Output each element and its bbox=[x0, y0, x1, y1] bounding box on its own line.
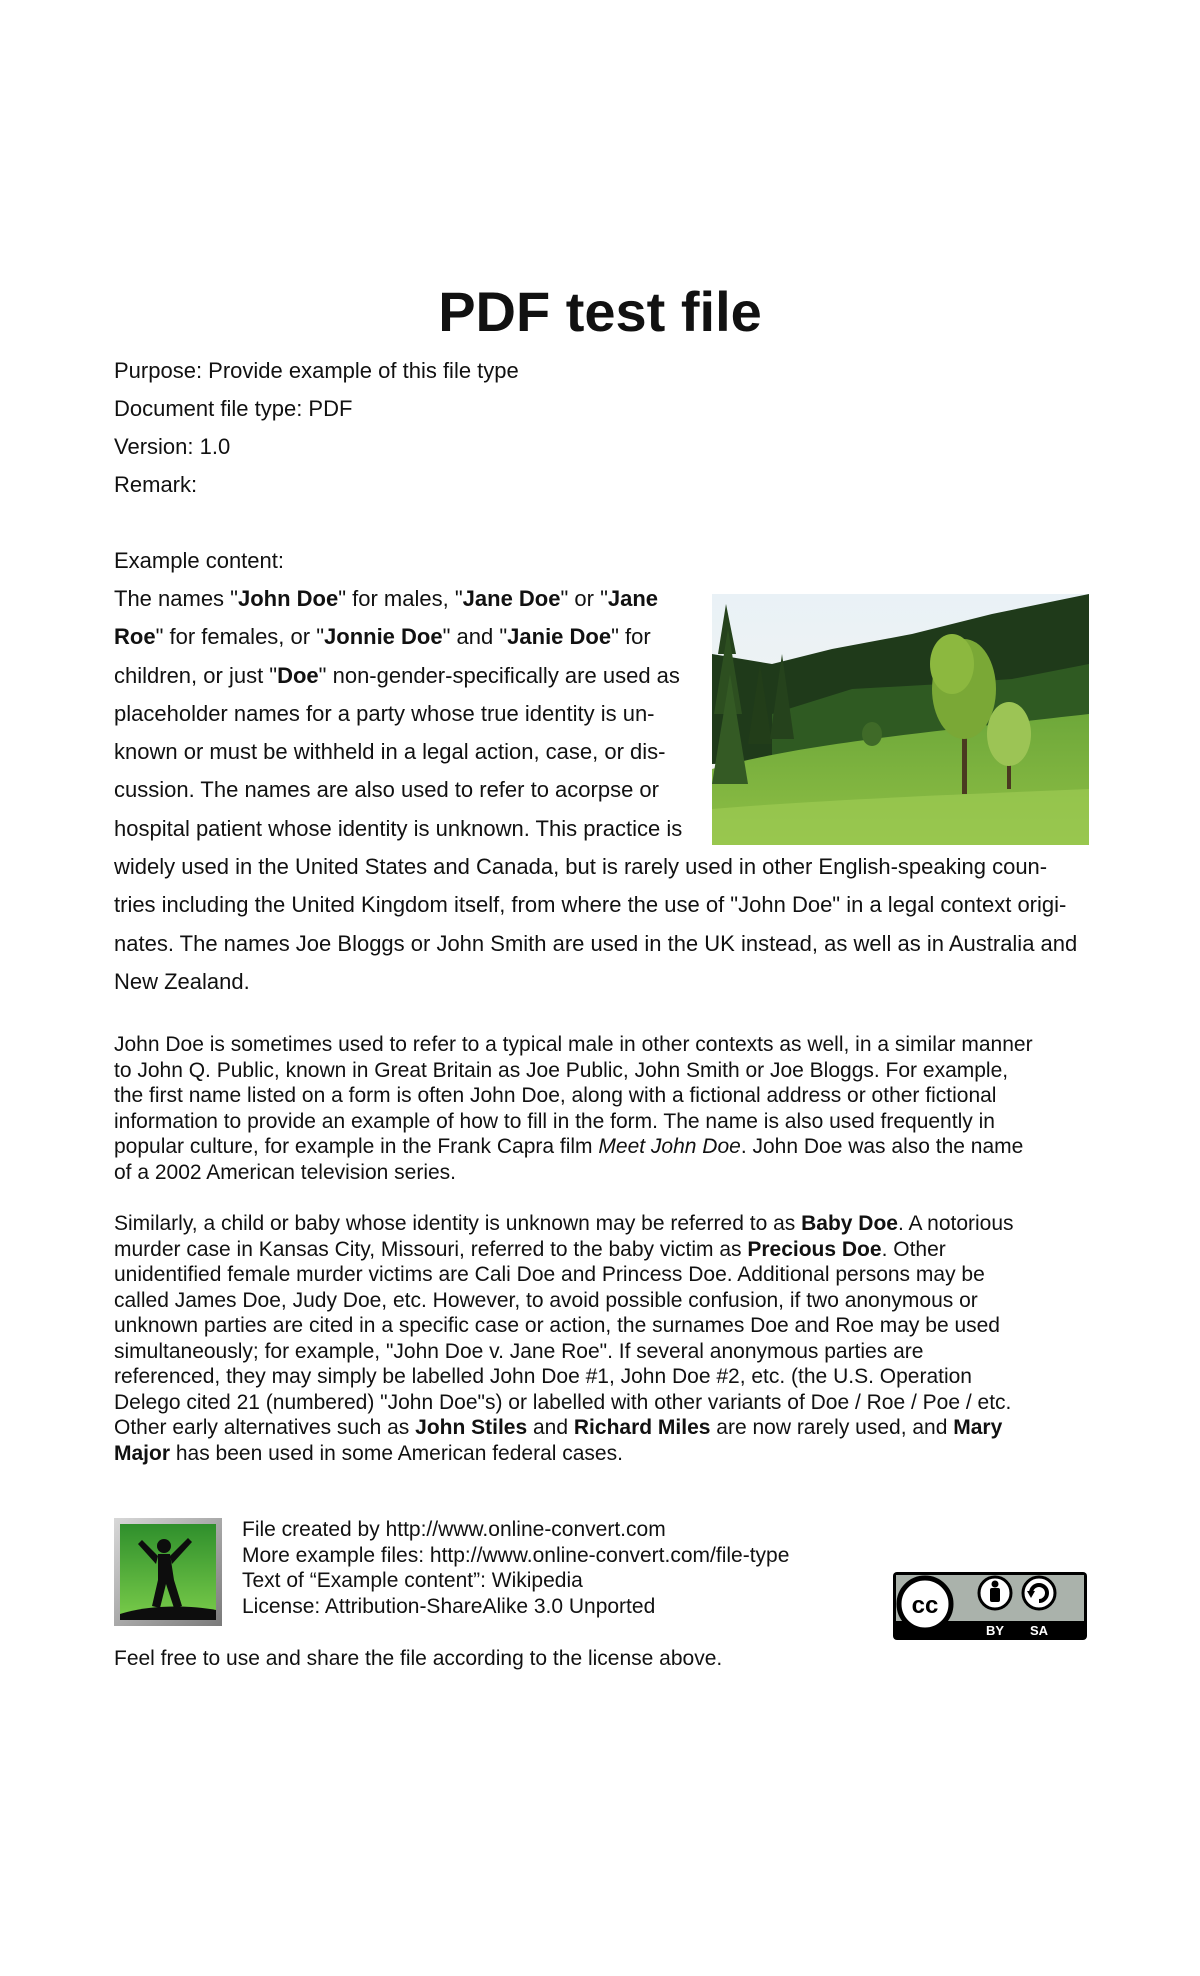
text-line: Other early alternatives such as John Stiles and Richard Miles are now rarely used, and Mary bbox=[114, 1416, 1003, 1439]
text-line: murder case in Kansas City, Missouri, referred to the baby victim as Precious Doe. Other bbox=[114, 1237, 946, 1261]
text-line: nates. The names Joe Bloggs or John Smith are used in the UK instead, as well as in Australia and bbox=[114, 930, 1078, 956]
text-line: Delego cited 21 (numbered) "John Doe"s) or labelled with other variants of Doe / Roe / Poe / etc. bbox=[114, 1390, 1012, 1414]
text-line: placeholder names for a party whose true identity is un- bbox=[114, 700, 655, 726]
text-line: Roe" for females, or "Jonnie Doe" and "Janie Doe" for bbox=[114, 624, 651, 650]
text-line: the first name listed on a form is often John Doe, along with a fictional address or other fictional bbox=[114, 1084, 997, 1107]
text-line: cussion. The names are also used to refer to acorpse or bbox=[114, 777, 659, 803]
text-line: information to provide an example of how to fill in the form. The name is also used frequently in bbox=[114, 1109, 995, 1133]
meta-remark: Remark: bbox=[114, 472, 198, 497]
cc-sa-label: SA bbox=[1029, 1623, 1049, 1638]
text-line: simultaneously; for example, "John Doe v. Jane Roe". If several anonymous parties are bbox=[114, 1339, 924, 1363]
text-line: Major has been used in some American federal cases. bbox=[114, 1441, 623, 1465]
credit-created-by: File created by http://www.online-convert.com bbox=[242, 1518, 666, 1541]
text-line: popular culture, for example in the Frank Capra film Meet John Doe. John Doe was also the name bbox=[114, 1135, 1024, 1158]
online-convert-logo bbox=[114, 1518, 222, 1626]
text-line: known or must be withheld in a legal action, case, or dis- bbox=[114, 739, 666, 765]
text-line: to John Q. Public, known in Great Britain as Joe Public, John Smith or Joe Bloggs. For example, bbox=[114, 1058, 1009, 1082]
text-line: children, or just "Doe" non-gender-specifically are used as bbox=[114, 662, 680, 688]
text-line: hospital patient whose identity is unknown. This practice is bbox=[114, 815, 683, 841]
footer-note: Feel free to use and share the file according to the license above. bbox=[114, 1647, 723, 1670]
page-title: PDF test file bbox=[438, 280, 762, 343]
cc-by-sa-badge bbox=[892, 1571, 1088, 1641]
text-line: The names "John Doe" for males, "Jane Doe" or "Jane bbox=[114, 586, 659, 611]
document-metadata bbox=[114, 352, 1094, 504]
text-line: tries including the United Kingdom itself, from where the use of "John Doe" in a legal context origi- bbox=[114, 892, 1067, 918]
meta-doc-type: Document file type: PDF bbox=[114, 396, 353, 421]
credits-block bbox=[242, 1517, 789, 1619]
text-line: Similarly, a child or baby whose identity is unknown may be referred to as Baby Doe. A notorious bbox=[114, 1212, 1014, 1235]
text-line: called James Doe, Judy Doe, etc. However, to avoid possible confusion, if two anonymous or bbox=[114, 1288, 978, 1312]
text-line: New Zealand. bbox=[114, 968, 250, 994]
meta-version: Version: 1.0 bbox=[114, 434, 231, 459]
meta-purpose: Purpose: Provide example of this file type bbox=[114, 358, 519, 383]
cc-mark: cc bbox=[911, 1592, 939, 1619]
example-content-label: Example content: bbox=[114, 548, 284, 573]
credit-text-source: Text of “Example content”: Wikipedia bbox=[242, 1569, 583, 1592]
credit-license: License: Attribution-ShareAlike 3.0 Unported bbox=[242, 1594, 656, 1618]
text-line: of a 2002 American television series. bbox=[114, 1160, 457, 1184]
text-line: unknown parties are cited in a specific case or action, the surnames Doe and Roe may be used bbox=[114, 1314, 1000, 1337]
text-line: unidentified female murder victims are Cali Doe and Princess Doe. Additional persons may be bbox=[114, 1263, 985, 1286]
paragraph-john-doe-usage bbox=[114, 1032, 1091, 1185]
text-line: referenced, they may simply be labelled John Doe #1, John Doe #2, etc. (the U.S. Operation bbox=[114, 1365, 972, 1388]
forest-meadow-photo bbox=[712, 594, 1089, 845]
credit-more-files: More example files: http://www.online-convert.com/file-type bbox=[242, 1543, 790, 1567]
text-line: widely used in the United States and Canada, but is rarely used in other English-speaking coun- bbox=[114, 854, 1048, 880]
cc-by-label: BY bbox=[985, 1623, 1005, 1638]
paragraph-baby-doe bbox=[114, 1211, 1091, 1466]
text-line: John Doe is sometimes used to refer to a typical male in other contexts as well, in a similar manner bbox=[114, 1033, 1033, 1056]
